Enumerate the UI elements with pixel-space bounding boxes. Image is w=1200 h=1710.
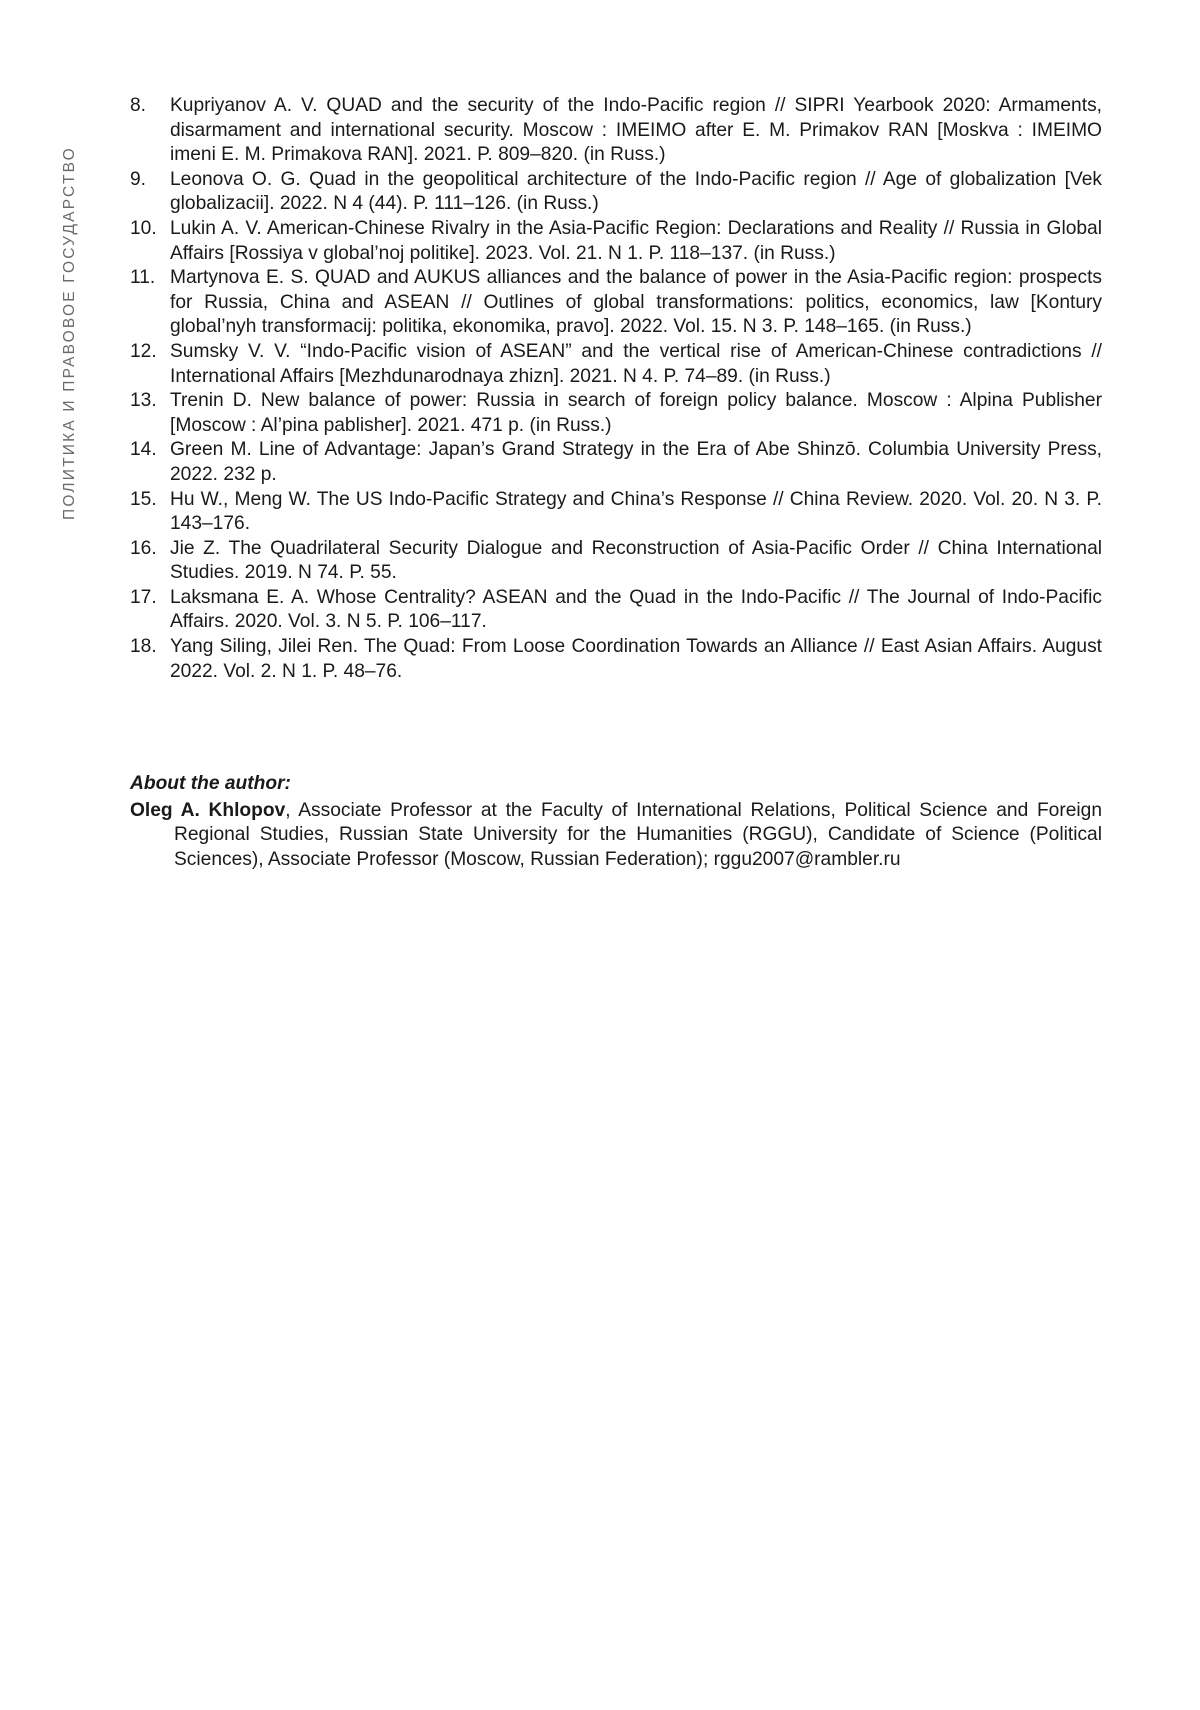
author-section xyxy=(130,772,1102,872)
reference-number: 15. xyxy=(130,488,162,513)
reference-text: Sumsky V. V. “Indo-Pacific vision of ASEAN” and the vertical rise of American-Chinese contradictions // International Affairs [Mezhdunarodnaya zhizn]. 2021. N 4. P. 74–89. (in Russ.) xyxy=(170,341,1102,387)
reference-number: 16. xyxy=(130,537,162,562)
reference-item xyxy=(130,586,1102,635)
reference-number: 9. xyxy=(130,168,162,193)
reference-item xyxy=(130,168,1102,217)
reference-number: 11. xyxy=(130,266,162,291)
reference-text: Martynova E. S. QUAD and AUKUS alliances and the balance of power in the Asia-Pacific region: prospects for Russia, China and ASEAN // Outlines of global transformations: politics, economics, law [Kontury global’nyh transformacij: politika, ekonomika, pravo]. 2022. Vol. 15. N 3. P. 148–165. (in Russ.) xyxy=(170,267,1102,337)
reference-number: 8. xyxy=(130,94,162,119)
reference-number: 12. xyxy=(130,340,162,365)
reference-item xyxy=(130,635,1102,684)
author-info xyxy=(130,799,1102,873)
reference-number: 13. xyxy=(130,389,162,414)
reference-item xyxy=(130,537,1102,586)
reference-item xyxy=(130,488,1102,537)
reference-item xyxy=(130,438,1102,487)
reference-text: Jie Z. The Quadrilateral Security Dialogue and Reconstruction of Asia-Pacific Order // China International Studies. 2019. N 74. P. 55. xyxy=(170,538,1102,584)
reference-item xyxy=(130,340,1102,389)
reference-text: Green M. Line of Advantage: Japan’s Grand Strategy in the Era of Abe Shinzō. Columbia University Press, 2022. 232 p. xyxy=(170,439,1102,485)
reference-number: 18. xyxy=(130,635,162,660)
author-name: Oleg A. Khlopov xyxy=(130,800,285,821)
reference-number: 14. xyxy=(130,438,162,463)
reference-number: 10. xyxy=(130,217,162,242)
reference-text: Yang Siling, Jilei Ren. The Quad: From Loose Coordination Towards an Alliance // East Asian Affairs. August 2022. Vol. 2. N 1. P. 48–76. xyxy=(170,636,1102,682)
author-bio: , Associate Professor at the Faculty of International Relations, Political Science and Foreign Regional Studies, Russian State University for the Humanities (RGGU), Candidate of Science (Political Sciences), Associate Professor (Moscow, Russian Federation); rggu2007@rambler.ru xyxy=(174,800,1102,870)
reference-text: Kupriyanov A. V. QUAD and the security of the Indo-Pacific region // SIPRI Yearbook 2020: Armaments, disarmament and international security. Moscow : IMEIMO after E. M. Primakov RAN [Moskva : IMEIMO imeni E. M. Primakova RAN]. 2021. P. 809–820. (in Russ.) xyxy=(170,95,1102,165)
reference-number: 17. xyxy=(130,586,162,611)
reference-text: Hu W., Meng W. The US Indo-Pacific Strategy and China’s Response // China Review. 2020. Vol. 20. N 3. P. 143–176. xyxy=(170,489,1102,535)
reference-item xyxy=(130,217,1102,266)
reference-item xyxy=(130,94,1102,168)
reference-item xyxy=(130,266,1102,340)
reference-text: Trenin D. New balance of power: Russia in search of foreign policy balance. Moscow : Alpina Publisher [Moscow : Al’pina pablisher]. 2021. 471 p. (in Russ.) xyxy=(170,390,1102,436)
reference-text: Laksmana E. A. Whose Centrality? ASEAN and the Quad in the Indo-Pacific // The Journal of Indo-Pacific Affairs. 2020. Vol. 3. N 5. P. 106–117. xyxy=(170,587,1102,633)
author-heading: About the author: xyxy=(130,772,1102,797)
running-header: ПОЛИТИКА И ПРАВОВОЕ ГОСУДАРСТВО xyxy=(58,80,82,520)
reference-item xyxy=(130,389,1102,438)
reference-text: Leonova O. G. Quad in the geopolitical architecture of the Indo-Pacific region // Age of globalization [Vek globalizacii]. 2022. N 4 (44). P. 111–126. (in Russ.) xyxy=(170,169,1102,215)
reference-text: Lukin A. V. American-Chinese Rivalry in the Asia-Pacific Region: Declarations and Reality // Russia in Global Affairs [Rossiya v global’noj politike]. 2023. Vol. 21. N 1. P. 118–137. (in Russ.) xyxy=(170,218,1102,264)
references-list xyxy=(130,94,1102,684)
